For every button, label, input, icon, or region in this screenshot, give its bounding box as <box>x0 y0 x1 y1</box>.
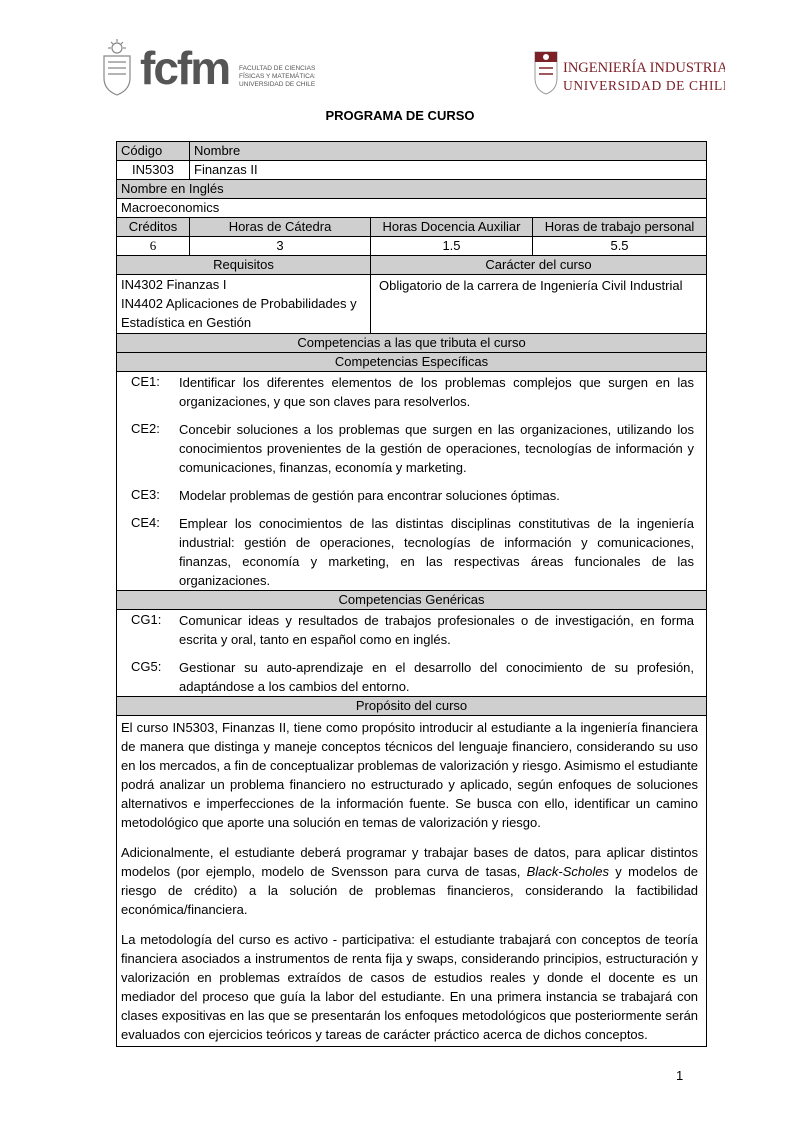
competency-item <box>117 419 706 477</box>
purpose-paragraph-2: Adicionalmente, el estudiante deberá programar y trabajar bases de datos, para aplicar distintos modelos (por ejemplo, modelo de Svensson para curva de tasas, Black-Scholes y modelos de riesgo de crédito) a la solución de problemas financieros, considerando la factibilidad económica/financiera. <box>121 845 699 917</box>
competency-code: CE2: <box>131 421 160 436</box>
code-label: Código <box>117 142 190 161</box>
purpose-paragraph-1: El curso IN5303, Finanzas II, tiene como propósito introducir al estudiante a la ingeniería financiera de manera que distinga y maneje conceptos técnicos del lenguaje financiero, considerando su uso en los mercados, a fin de conceptualizar problemas de valorización y riesgo. Asimismo el estudiante podrá analizar un problema financiero no estructurado y aplicado, según enfoques de soluciones alternativos e imperfecciones de la información fuente. Se busca con ello, identificar un camino metodológico que aporte una solución en temas de valorización y riesgo. <box>121 720 699 830</box>
competency-code: CE3: <box>131 487 160 502</box>
competency-text: Identificar los diferentes elementos de los problemas complejos que surgen en las organizaciones, y que son claves para resolverlos. <box>179 375 695 409</box>
requirements-list <box>117 275 371 334</box>
right-logo-line1: INGENIERÍA INDUSTRIAL <box>563 60 725 76</box>
generic-competencies-title: Competencias Genéricas <box>117 591 707 610</box>
competency-text: Gestionar su auto-aprendizaje en el desarrollo del conocimiento de su profesión, adaptándose a los cambios del entorno. <box>179 660 695 694</box>
page-number: 1 <box>676 1068 684 1083</box>
lecture-hours-value: 3 <box>190 237 371 256</box>
course-name: Finanzas II <box>190 161 707 180</box>
purpose-body <box>117 716 707 1047</box>
requirements-label: Requisitos <box>117 256 371 275</box>
credits-value: 6 <box>117 237 190 256</box>
fcfm-line-3: UNIVERSIDAD DE CHILE <box>239 81 315 88</box>
requirement-item: IN4402 Aplicaciones de Probabilidades y Estadística en Gestión <box>121 296 357 330</box>
credits-label: Créditos <box>117 218 190 237</box>
lecture-hours-label: Horas de Cátedra <box>190 218 371 237</box>
competencies-title: Competencias a las que tributa el curso <box>117 334 707 353</box>
competency-item <box>117 372 706 411</box>
generic-competencies-list <box>117 610 707 697</box>
university-seal-icon <box>104 39 130 95</box>
personal-hours-value: 5.5 <box>533 237 707 256</box>
aux-hours-label: Horas Docencia Auxiliar <box>371 218 533 237</box>
competency-text: Emplear los conocimientos de las distintas disciplinas constitutivas de la ingeniería industrial: gestión de operaciones, tecnologías de información y comunicaciones, finanzas, economía y marketing, en las respectivas áreas funcionales de las organizaciones. <box>179 516 695 588</box>
competency-item <box>117 513 706 590</box>
course-program-table <box>116 141 707 1047</box>
course-code: IN5303 <box>117 161 190 180</box>
competency-code: CE1: <box>131 374 160 389</box>
competency-text: Concebir soluciones a los problemas que surgen en las organizaciones, utilizando los conocimientos provenientes de la gestión de operaciones, tecnologías de información y comunicaciones, finanzas, economía y marketing. <box>179 422 695 475</box>
aux-hours-value: 1.5 <box>371 237 533 256</box>
competency-item <box>117 610 706 649</box>
competency-code: CG1: <box>131 612 162 627</box>
competency-item <box>117 485 706 505</box>
specific-competencies-title: Competencias Específicas <box>117 353 707 372</box>
fcfm-line-1: FACULTAD DE CIENCIAS <box>239 65 315 72</box>
black-scholes-term: Black-Scholes <box>526 864 609 879</box>
competency-code: CE4: <box>131 515 160 530</box>
document-title: PROGRAMA DE CURSO <box>325 108 475 123</box>
requirement-item: IN4302 Finanzas I <box>121 277 227 292</box>
course-character: Obligatorio de la carrera de Ingeniería Civil Industrial <box>371 275 707 334</box>
course-character-label: Carácter del curso <box>371 256 707 275</box>
personal-hours-label: Horas de trabajo personal <box>533 218 707 237</box>
right-logo-line2: UNIVERSIDAD DE CHILE <box>563 78 725 93</box>
competency-text: Comunicar ideas y resultados de trabajos profesionales o de investigación, en forma escrita y oral, tanto en español como en inglés. <box>179 613 695 647</box>
purpose-title: Propósito del curso <box>117 697 707 716</box>
fcfm-brand-text: fcfm <box>140 42 230 94</box>
competency-code: CG5: <box>131 659 162 674</box>
specific-competencies-list <box>117 372 707 591</box>
english-name: Macroeconomics <box>117 199 707 218</box>
competency-text: Modelar problemas de gestión para encontrar soluciones óptimas. <box>179 488 560 503</box>
ingenieria-industrial-logo <box>533 50 725 96</box>
english-name-label: Nombre en Inglés <box>117 180 707 199</box>
name-label: Nombre <box>190 142 707 161</box>
fcfm-line-2: FÍSICAS Y MATEMÁTICAS <box>239 73 315 80</box>
shield-icon <box>535 52 557 94</box>
fcfm-logo <box>100 38 315 98</box>
purpose-paragraph-3: La metodología del curso es activo - participativa: el estudiante trabajará con conceptos de teoría financiera asociados a instrumentos de renta fija y swaps, considerando principios, estructuración y valorización en problemas extraídos de casos de estudios reales y donde el docente es un mediador del proceso que guía la labor del estudiante. En una primera instancia se trabajará con clases expositivas en las que se presentarán los enfoques metodológicos que posteriormente serán evaluados con ejercicios teóricos y tareas de carácter práctico acerca de dichos conceptos. <box>121 932 699 1042</box>
competency-item <box>117 657 706 696</box>
